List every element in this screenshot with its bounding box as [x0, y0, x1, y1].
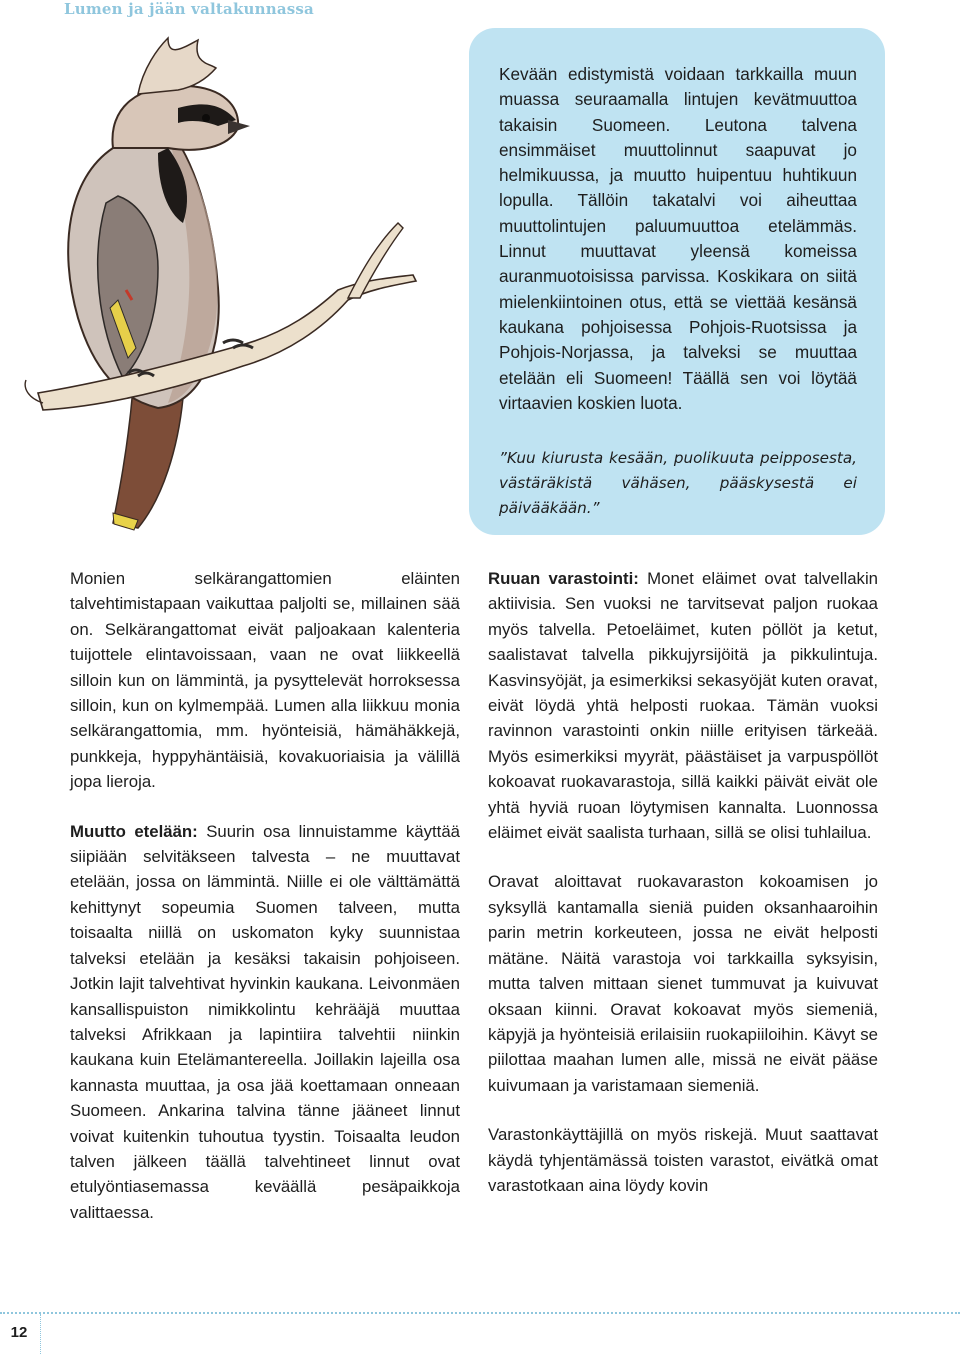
- paragraph: Varastonkäyttäjillä on myös riskejä. Muut saattavat käydä tyhjentämässä toisten varastot, eivätkä omat varastotkaan aina löydy kovin: [488, 1125, 878, 1195]
- running-head: Lumen ja jään valtakunnassa: [64, 0, 314, 18]
- paragraph: Monien selkärangattomien eläinten talvehtimistapaan vaikuttaa paljolti se, millainen sää on. Selkärangattomat eivät paljoakaan kalenteria tuijottele elintavoissaan, vaan ne ovat liikkeellä silloin kun on lämmintä, ja pysyttelevät horroksessa silloin, kun on kylmempää. Lumen alla liikkuu monia selkärangattomia, mm. hyönteisiä, hämähäkkejä, punkkeja, hyppyhäntäisiä, kovakuoriaisia ja välillä jopa lieroja.: [70, 569, 460, 792]
- paragraph-body: Suurin osa linnuistamme käyttää siipiään selvitäkseen talvesta – ne muuttavat etelään, jossa on lämmintä. Niille ei ole välttämättä kehittynyt sopeumia Suomen talveen, mutta toisaalta niillä on uskomaton kyky suunnistaa talveksi etelään ja kesäksi takaisin pohjoiseen. Jotkin lajit talvehtivat hyvinkin kaukana. Leivonmäen kansallispuiston nimikkolintu kehrääjä muuttaa talveksi Afrikkaan ja lapintiira talvehtii niinkin kaukana kuin Etelämantereella. Joillakin lajeilla osa kannasta muuttaa, ja osa jää koettamaan onneaan Suomeen. Ankarina talvina tänne jääneet linnut voivat kuitenkin tuhoutua tyystin. Toisaalta leudon talven jälkeen täällä talvehtineet linnut ovat etulyöntiasemassa keväällä pesäpaikkoja valittaessa.: [70, 821, 460, 1222]
- callout-text: Kevään edistymistä voidaan tarkkailla muun muassa seuraamalla lintujen kevätmuuttoa takaisin Suomeen. Leutona talvena ensimmäiset muuttolinnut saapuvat jo helmikuussa, ja muutto huipentuu huhtikuun lopulla. Tällöin takatalvi voi aiheuttaa muuttolintujen paluumuuttoa etelämmäs. Linnut muuttavat yleensä komeissa auranmuotoisissa parvissa. Koskikara on siitä mielenkiintoinen otus, että se viettää kesänsä kaukana pohjoisessa Pohjois-Ruotsissa ja Pohjois-Norjassa, ja talveksi se muuttaa etelään eli Suomeen! Täällä sen voi löytää virtaavien koskien luota.: [499, 64, 857, 413]
- page-number: 12: [10, 1324, 28, 1341]
- left-column: [70, 566, 460, 1249]
- footer-rule: [0, 1312, 960, 1314]
- paragraph: [488, 566, 878, 845]
- paragraph-lead: Muutto etelään:: [70, 821, 198, 841]
- paragraph: [70, 819, 460, 1226]
- right-column: [488, 566, 878, 1222]
- paragraph-lead: Ruuan varastointi:: [488, 569, 639, 588]
- waxwing-illustration: [18, 28, 438, 548]
- callout-box: [469, 28, 885, 535]
- paragraph: Oravat aloittavat ruokavaraston kokoamisen jo syksyllä kantamalla sieniä puiden oksanhaaroihin parin metrin korkeuteen, jossa ne eivät helposti mätäne. Näitä varastoja voi tarkkailla syksyisin, mutta talven mittaan sienet tummuvat ja kuivuvat oksaan kiinni. Oravat kokoavat myös siemeniä, käpyjä ja hyönteisiä erilaisiin ruokapiiloihin. Kävyt se piilottaa maahan lumen alle, missä ne eivät pääse kuivumaan ja varistamaan siemeniä.: [488, 872, 878, 1095]
- paragraph-body: Monet eläimet ovat talvellakin aktiivisia. Sen vuoksi ne tarvitsevat paljon ruokaa myös talvella. Petoeläimet, kuten pöllöt ja ketut, saalistavat talvella pikkujyrsijöitä ja pikkulintuja. Kasvinsyöjät, ja esimerkiksi sekasyöjät kuten oravat, eivät löydä yhtä helposti ruokaa. Tämän vuoksi ravinnon varastointi onkin niille erityisen tärkeää. Myös esimerkiksi myyrät, päästäiset ja varpuspöllöt kokoavat ruokavarastoja, sillä kaikki päivät eivät ole yhtä hyviä ruoan löytymisen kannalta. Luonnossa eläimet eivät saalista turhaan, sillä se olisi tuhlailua.: [488, 569, 878, 843]
- callout-quote: ”Kuu kiurusta kesään, puolikuuta peipposesta, västäräkistä vähäsen, pääskysestä ei päivääkään.”: [499, 449, 857, 518]
